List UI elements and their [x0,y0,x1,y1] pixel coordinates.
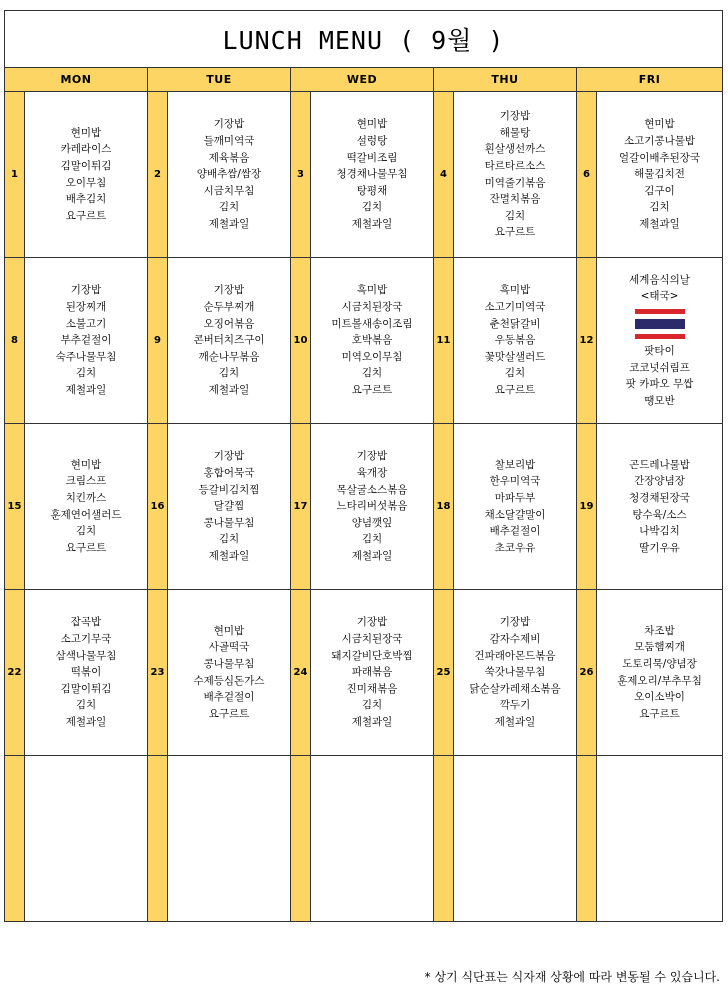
week-row [5,258,723,424]
date-cell-empty [577,756,597,922]
date-cell-fri: 6 [577,92,597,258]
menu-item: 쑥갓나물무침 [484,666,546,679]
menu-cell-tue [168,92,291,258]
menu-cell-tue [168,424,291,590]
menu-item: 배추겉절이 [203,691,255,704]
menu-item: 한우미역국 [489,475,541,488]
date-cell-wed: 17 [291,424,311,590]
menu-item: 흑미밥 [356,284,388,297]
menu-item: 달걀찜 [213,500,245,513]
menu-item: 잔멸치볶음 [489,193,541,206]
menu-item: 수제등심돈가스 [193,674,265,687]
menu-item: 요구르트 [65,209,107,222]
day-header-thu: THU [434,68,577,92]
menu-item: 제철과일 [208,217,250,230]
menu-item: 치킨까스 [65,491,107,504]
menu-cell-mon [25,424,148,590]
menu-item: 호박볶음 [351,334,393,347]
menu-cell-empty [597,756,723,922]
menu-item: 배추김치 [65,193,107,206]
menu-item: 현미밥 [356,118,388,131]
menu-cell-empty [311,756,434,922]
menu-item: 차조밥 [644,624,675,637]
menu-item: 들깨미역국 [203,135,255,148]
date-cell-mon: 15 [5,424,25,590]
menu-item: 땡모반 [644,394,675,407]
menu-item: 현미밥 [644,118,675,131]
empty-week-row [5,756,723,922]
menu-item: 미역줄기볶음 [484,176,546,189]
menu-item: 제철과일 [351,549,393,562]
menu-item: 배추겉절이 [489,525,541,538]
menu-item: 깍두기 [499,699,531,712]
date-cell-thu: 18 [434,424,454,590]
menu-item: 청경채된장국 [629,491,690,504]
menu-cell-fri [597,92,723,258]
date-cell-mon: 22 [5,590,25,756]
menu-item: 해물탕 [499,126,531,139]
menu-cell-tue [168,590,291,756]
menu-item: 김말이튀김 [60,682,112,695]
menu-item: 타르타르소스 [484,159,546,172]
date-cell-wed: 3 [291,92,311,258]
menu-item: 양배추쌈/쌈장 [196,168,262,181]
date-cell-empty [5,756,25,922]
menu-item: <태국> [640,290,679,303]
menu-item: 콩나물무침 [203,516,255,529]
menu-item: 제육볶음 [208,151,250,164]
menu-cell-thu [454,424,577,590]
menu-item: 요구르트 [494,383,536,396]
menu-cell-thu [454,258,577,424]
menu-item: 초코우유 [494,541,536,554]
menu-item: 팟타이 [644,344,675,357]
menu-cell-wed [311,590,434,756]
menu-item: 김치 [75,525,97,538]
menu-item: 제철과일 [494,715,536,728]
menu-item: 제철과일 [639,217,680,230]
menu-item: 김치 [75,699,97,712]
day-header-mon: MON [5,68,148,92]
menu-item: 얼갈이배추된장국 [618,151,701,164]
menu-item: 요구르트 [351,383,393,396]
menu-item: 기장밥 [499,616,531,629]
menu-item: 제철과일 [65,383,107,396]
menu-cell-thu [454,590,577,756]
menu-item: 기장밥 [70,284,102,297]
menu-item: 춘천닭갈비 [489,317,541,330]
menu-item: 김치 [649,201,670,214]
date-cell-tue: 2 [148,92,168,258]
date-cell-empty [291,756,311,922]
menu-item: 코코넛쉬림프 [629,361,690,374]
menu-item: 미역오이무침 [341,350,403,363]
menu-item: 깨순나무볶음 [198,350,260,363]
menu-item: 요구르트 [208,707,250,720]
menu-cell-empty [25,756,148,922]
date-cell-tue: 16 [148,424,168,590]
menu-item: 돼지갈비단호박찜 [331,649,413,662]
menu-item: 육개장 [356,467,388,480]
menu-cell-mon [25,590,148,756]
menu-cell-empty [168,756,291,922]
menu-item: 기장밥 [499,110,531,123]
menu-item: 닭순살카레채소볶음 [469,682,561,695]
thailand-flag-icon [635,308,685,340]
week-row [5,590,723,756]
menu-body [5,92,723,922]
menu-item: 순두부찌개 [203,301,255,314]
date-cell-thu: 25 [434,590,454,756]
menu-item: 김치 [361,699,383,712]
menu-item: 설렁탕 [356,135,388,148]
menu-item: 팟 카파오 무쌉 [625,378,694,391]
menu-item: 마파두부 [494,491,536,504]
footnote: * 상기 식단표는 식자재 상황에 따라 변동될 수 있습니다. [424,970,720,984]
menu-item: 콘버터치즈구이 [193,334,265,347]
menu-item: 양념깻잎 [351,516,393,529]
menu-item: 기장밥 [213,118,245,131]
menu-item: 숙주나물무침 [55,350,117,363]
menu-item: 제철과일 [208,383,250,396]
menu-item: 김치 [218,533,240,546]
menu-item: 김치 [504,367,526,380]
menu-item: 사골떡국 [208,641,250,654]
menu-cell-fri [597,424,723,590]
day-header-tue: TUE [148,68,291,92]
date-cell-tue: 23 [148,590,168,756]
menu-item: 오이소박이 [634,691,685,704]
menu-item: 김말이튀김 [60,159,112,172]
menu-cell-tue [168,258,291,424]
menu-item: 꽃맛살샐러드 [484,350,546,363]
menu-item: 김치 [361,533,383,546]
menu-item: 도토리묵/양념장 [622,657,697,670]
date-cell-fri: 26 [577,590,597,756]
menu-item: 나박김치 [639,525,680,538]
menu-item: 요구르트 [639,707,680,720]
menu-item: 콩나물무침 [203,657,255,670]
menu-item: 김치 [361,201,383,214]
menu-item: 현미밥 [70,458,102,471]
menu-item: 김치 [218,367,240,380]
menu-item: 탕수육/소스 [632,508,687,521]
menu-item: 김치 [75,367,97,380]
menu-title: LUNCH MENU ( 9월 ) [5,11,723,68]
week-row [5,424,723,590]
menu-cell-fri [597,590,723,756]
menu-item: 김치 [504,209,526,222]
menu-item: 제철과일 [65,715,107,728]
menu-item: 모둠햄찌개 [634,641,685,654]
menu-item: 진미채볶음 [346,682,398,695]
menu-item: 파래볶음 [351,666,393,679]
menu-item: 된장찌개 [65,301,107,314]
date-cell-empty [148,756,168,922]
menu-cell-fri [597,258,723,424]
menu-item: 건파래아몬드볶음 [474,649,556,662]
menu-item: 김치 [218,201,240,214]
menu-cell-mon [25,258,148,424]
menu-cell-wed [311,258,434,424]
menu-item: 청경채나물무침 [336,168,408,181]
menu-item: 곤드레나물밥 [629,458,690,471]
date-cell-fri: 19 [577,424,597,590]
menu-item: 기장밥 [356,616,388,629]
menu-item: 카레라이스 [60,143,112,156]
menu-item: 흰살생선까스 [484,143,546,156]
date-cell-thu: 11 [434,258,454,424]
menu-item: 잡곡밥 [70,616,102,629]
date-cell-tue: 9 [148,258,168,424]
date-cell-thu: 4 [434,92,454,258]
menu-item: 시금치된장국 [341,301,403,314]
menu-item: 감자수제비 [489,633,541,646]
menu-item: 제철과일 [351,217,393,230]
menu-item: 채소달걀말이 [484,508,546,521]
menu-item: 소고기미역국 [484,301,546,314]
menu-item: 탕평채 [356,184,388,197]
menu-item: 홍합어묵국 [203,467,255,480]
menu-cell-wed [311,92,434,258]
menu-item: 기장밥 [356,450,388,463]
menu-item: 훈제오리/부추무침 [617,674,702,687]
menu-item: 찰보리밥 [494,458,536,471]
menu-cell-wed [311,424,434,590]
menu-item: 기장밥 [213,284,245,297]
menu-item: 크림스프 [65,475,107,488]
menu-item: 현미밥 [213,624,245,637]
menu-item: 삼색나물무침 [55,649,117,662]
menu-item: 해물김치전 [634,168,685,181]
menu-item: 오징어볶음 [203,317,255,330]
menu-item: 소고기콩나물밥 [624,135,696,148]
menu-item: 훈제연어샐러드 [50,508,122,521]
menu-item: 느타리버섯볶음 [336,500,408,513]
menu-item: 부추겉절이 [60,334,112,347]
date-cell-mon: 8 [5,258,25,424]
date-cell-mon: 1 [5,92,25,258]
menu-item: 기장밥 [213,450,245,463]
lunch-menu-table [4,10,723,922]
day-header-fri: FRI [577,68,723,92]
date-cell-fri: 12 [577,258,597,424]
menu-item: 세계음식의날 [629,273,690,286]
date-cell-wed: 10 [291,258,311,424]
menu-item: 간장양념장 [634,475,685,488]
date-cell-wed: 24 [291,590,311,756]
menu-item: 등갈비김치찜 [198,483,260,496]
date-cell-empty [434,756,454,922]
menu-cell-thu [454,92,577,258]
menu-item: 시금치된장국 [341,633,403,646]
week-row [5,92,723,258]
menu-cell-mon [25,92,148,258]
menu-item: 떡갈비조림 [346,151,398,164]
menu-item: 현미밥 [70,126,102,139]
menu-item: 미트볼새송이조림 [331,317,413,330]
menu-item: 소불고기 [65,317,107,330]
menu-item: 요구르트 [494,226,536,239]
menu-item: 시금치무침 [203,184,255,197]
menu-item: 흑미밥 [499,284,531,297]
menu-cell-empty [454,756,577,922]
day-header-wed: WED [291,68,434,92]
menu-item: 제철과일 [351,715,393,728]
menu-item: 제철과일 [208,549,250,562]
menu-item: 떡볶이 [70,666,102,679]
menu-item: 요구르트 [65,541,107,554]
menu-item: 김치 [361,367,383,380]
menu-item: 딸기우유 [639,541,680,554]
menu-item: 우동볶음 [494,334,536,347]
menu-item: 목살굴소스볶음 [336,483,408,496]
menu-item: 김구이 [644,184,675,197]
menu-item: 소고기무국 [60,633,112,646]
menu-item: 오이무침 [65,176,107,189]
